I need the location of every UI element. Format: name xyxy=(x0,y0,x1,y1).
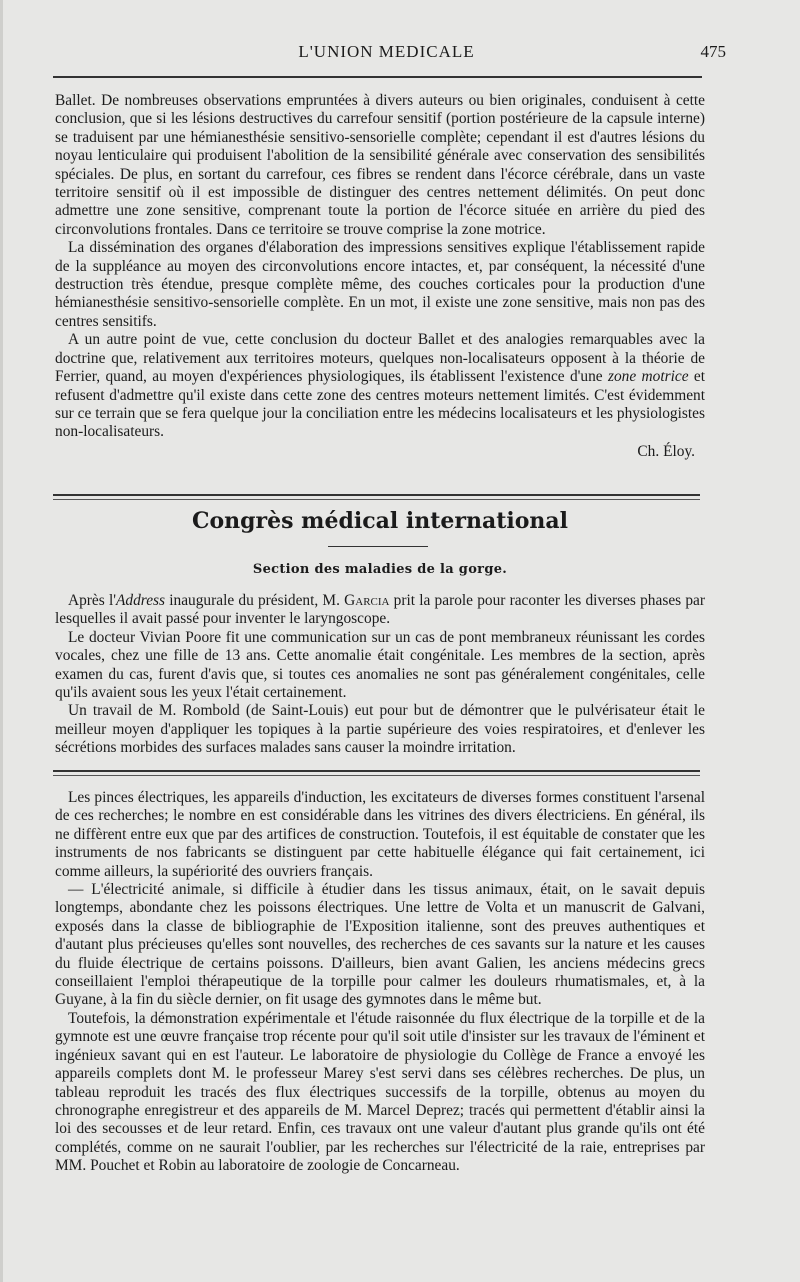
paragraph-text: et refusent d'admettre qu'il existe dans cette zone des centres moteurs nettement limités. C'est évidemment sur ce terrain que se fera quelque jour la conciliation entre les médecins localisateurs et les physiologistes non-localisateurs. xyxy=(55,368,705,441)
paragraph-text: prit la parole pour raconter les diverses phases par lesquelles il avait passé pour inventer le laryngoscope. xyxy=(55,592,705,628)
paragraph xyxy=(55,592,705,629)
paragraph: — L'électricité animale, si difficile à étudier dans les tissus animaux, était, on le savait depuis longtemps, abondante chez les poissons électriques. Une lettre de Volta et un manuscrit de Galvani, exposés dans la classe de bibliographie de l'Exposition italienne, sont des preuves authentiques et d'autant plus précieuses qu'elles sont nouvelles, des recherches de ces savants sur la nature et les causes du fluide électrique de certains poissons. D'ailleurs, bien avant Galien, les anciens médecins grecs conseillaient l'emploi thérapeutique de la torpille pour calmer les douleurs rhumatismales, et, à la Guyane, à la fin du siècle dernier, on fit usage des gymnotes dans le même but. xyxy=(55,881,705,1009)
paragraph: La dissémination des organes d'élaboration des impressions sensitives explique l'établissement rapide de la suppléance au moyen des circonvolutions encore intactes, et, par conséquent, la nécessité d'une destruction très étendue, presque complète même, des couches corticales pour la production d'une hémianesthésie sensitivo-sensorielle complète. En un mot, il existe une zone sensitive, mais non pas des centres sensitifs. xyxy=(55,239,705,330)
article-localisation xyxy=(55,92,705,461)
section-divider xyxy=(53,770,700,776)
header-rule xyxy=(53,76,702,78)
paragraph-text: Après l' xyxy=(68,592,116,609)
paragraph: Toutefois, la démonstration expérimentale et l'étude raisonnée du flux électrique de la torpille et de la gymnote est une œuvre française trop récente pour qu'il soit utile d'insister sur les travaux de l'éminent et ingénieux savant qui en est l'auteur. Le laboratoire de physiologie du Collège de France a envoyé les appareils complets dont M. le professeur Marey s'est servi dans ses célèbres recherches. De plus, un tableau reproduit les tracés des flux électriques successifs de la torpille, obtenus au moyen du chronographe enregistreur et des appareils de M. Marcel Deprez; tracés qui permettent d'établir ainsi la loi des secousses et de leur retard. Enfin, ces travaux ont une valeur d'autant plus grande qu'ils ont été complétés, comme on ne saurait l'oublier, par les recherches sur l'électricité de la raie, entreprises par MM. Pouchet et Robin au laboratoire de zoologie de Concarneau. xyxy=(55,1009,705,1175)
italic-term: Address xyxy=(116,592,166,609)
section-title: Congrès médical international xyxy=(191,508,569,534)
subsection-title: Section des maladies de la gorge. xyxy=(252,562,508,577)
paragraph-text: A un autre point de vue, cette conclusion du docteur Ballet et des analogies remarquables avec la doctrine que, relativement aux territoires moteurs, quelques non-localisateurs opposent à la théorie de Ferrier, quand, au moyen d'expériences physiologiques, ils établissent l'existence d'une xyxy=(55,331,705,386)
congress-report xyxy=(55,592,705,758)
author-signature: Ch. Éloy. xyxy=(637,442,695,460)
title-rule xyxy=(328,546,428,547)
paragraph: Le docteur Vivian Poore fit une communication sur un cas de pont membraneux réunissant les cordes vocales, chez une fille de 13 ans. Cette anomalie était congénitale. Les membres de la section, après examen du cas, furent d'avis que, si toutes ces anomalies ne sont pas généralement congénitales, celle qu'ils avaient sous les yeux l'était certainement. xyxy=(55,628,705,702)
paragraph: Ballet. De nombreuses observations empruntées à divers auteurs ou bien originales, conduisent à cette conclusion, que si les lésions destructives du carrefour sensitif (portion postérieure de la capsule interne) se traduisent par une hémianesthésie sensitivo-sensorielle complète; cependant il est d'autres lésions du noyau lenticulaire qui produisent l'abolition de la sensibilité générale avec conservation des sensibilités spéciales. De plus, en sortant du carrefour, ces fibres se rendent dans l'écorce cérébrale, dans un vaste territoire sensitif où il est impossible de distinguer des centres nettement délimités. On peut donc admettre une zone sensitive, comprenant toute la portion de l'écorce située en arrière du pied des circonvolutions frontales. Dans ce territoire se trouve comprise la zone motrice. xyxy=(55,92,705,238)
page-header xyxy=(63,42,726,72)
paragraph: Un travail de M. Rombold (de Saint-Louis) eut pour but de démontrer que le pulvérisateur était le meilleur moyen d'appliquer les topiques à la partie supérieure des voies respiratoires, et d'enlever les sécrétions morbides des surfaces malades sans causer la moindre irritation. xyxy=(55,702,705,757)
page-number: 475 xyxy=(700,42,726,61)
paragraph-text: inaugurale du président, M. xyxy=(165,592,345,609)
italic-term: zone motrice xyxy=(607,368,689,386)
paragraph xyxy=(55,331,705,441)
article-electricity xyxy=(55,789,705,1176)
paragraph: Les pinces électriques, les appareils d'induction, les excitateurs de diverses formes constituent l'arsenal de ces recherches; le nombre en est considérable dans les vitrines des divers électriciens. En général, ils ne diffèrent entre eux que par des artifices de construction. Toutefois, il est équitable de constater que les instruments de nos fabricants se distinguent par cette habituelle élégance qui fait certainement, ici comme ailleurs, la supériorité des ouvriers français. xyxy=(55,789,705,880)
person-name: Garcia xyxy=(344,592,390,609)
section-divider xyxy=(53,494,700,500)
running-title: L'UNION MEDICALE xyxy=(298,42,475,61)
